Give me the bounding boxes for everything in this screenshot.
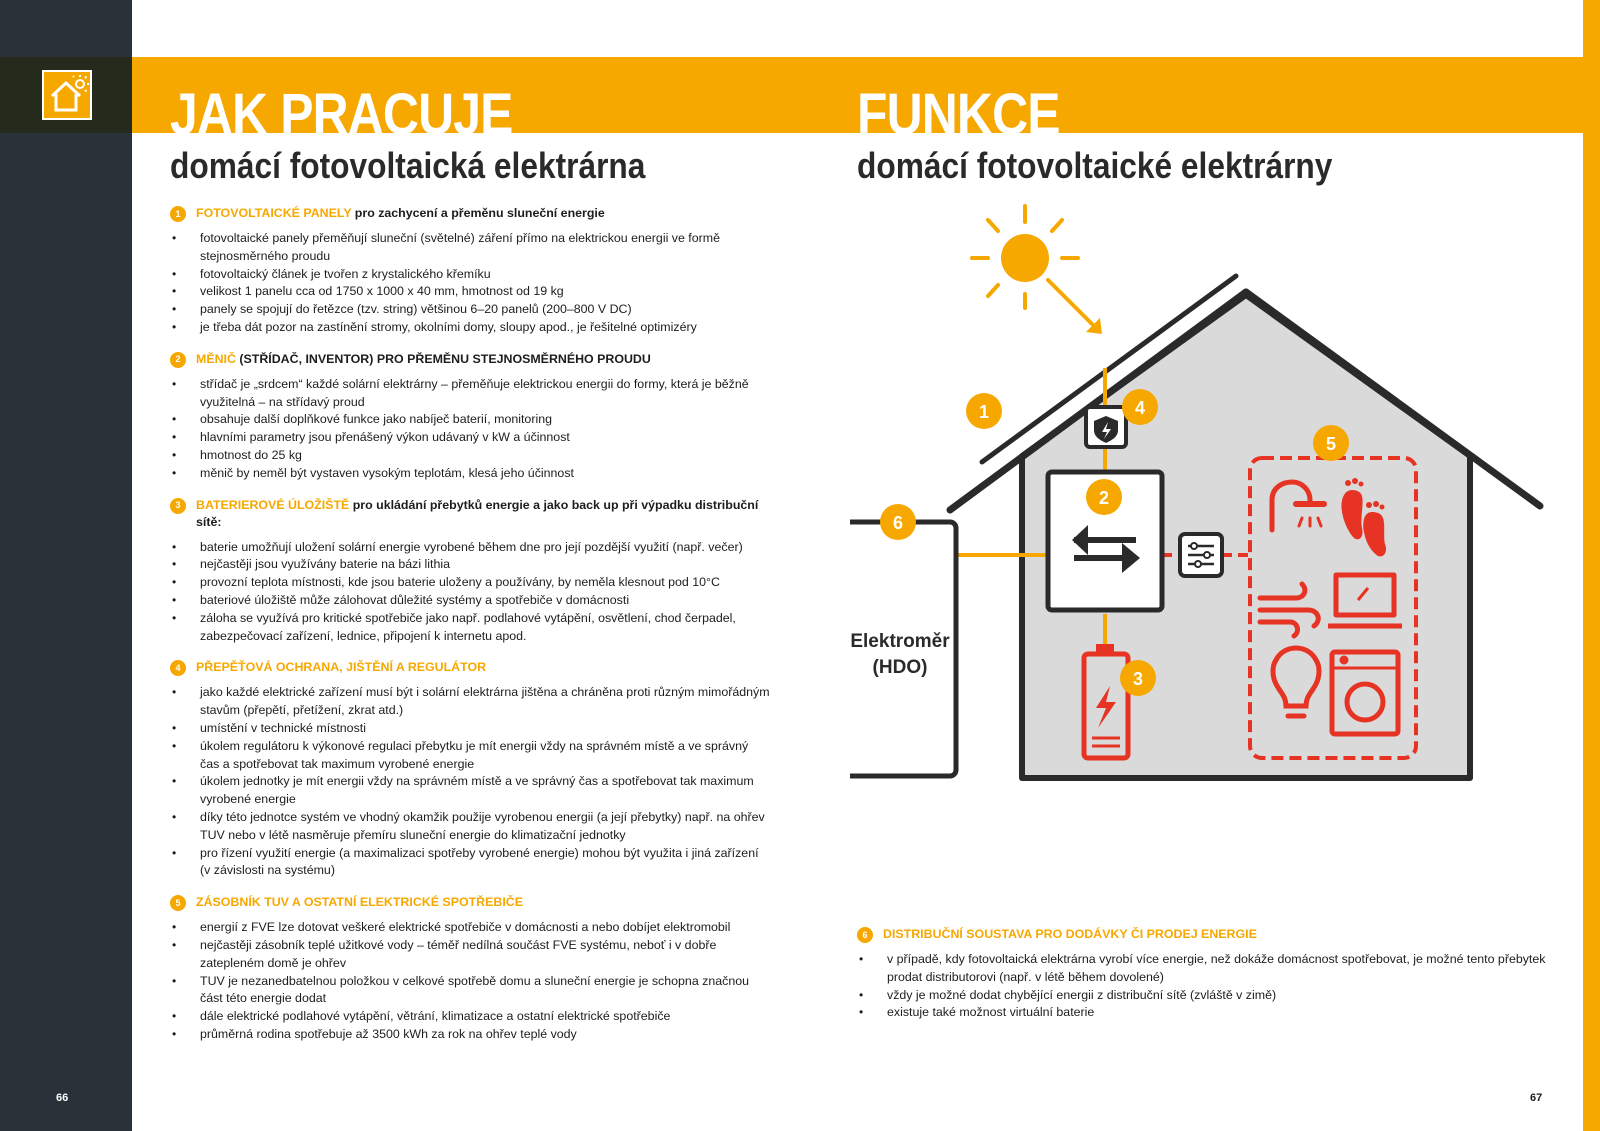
list-item: • úkolem jednotky je mít energii vždy na správném místě a ve správný čas a spotřebovat tak maximum vyrobené energie (170, 773, 770, 809)
svg-text:4: 4 (1134, 398, 1146, 418)
section-5 (170, 894, 770, 1044)
list-item: • velikost 1 panelu cca od 1750 x 1000 x 40 mm, hmotnost od 19 kg (170, 283, 770, 301)
bullet-list (170, 539, 770, 646)
home-sun-icon (42, 70, 92, 120)
section-heading-highlight: ZÁSOBNÍK TUV A OSTATNÍ ELEKTRICKÉ SPOTŘEBIČE (196, 895, 523, 910)
section-number-badge: 4 (170, 660, 186, 676)
list-item: • průměrná rodina spotřebuje až 3500 kWh za rok na ohřev teplé vody (170, 1026, 770, 1044)
section-number-badge: 6 (857, 927, 873, 943)
section-heading (170, 497, 770, 531)
bullet-list (170, 376, 770, 483)
list-item: • nejčastěji jsou využívány baterie na bázi lithia (170, 556, 770, 574)
right-page-title: FUNKCE (857, 82, 1060, 147)
section-heading-highlight: PŘEPĚŤOVÁ OCHRANA, JIŠTĚNÍ A REGULÁTOR (196, 660, 487, 675)
shield-icon (1086, 407, 1126, 447)
section-heading (857, 926, 1547, 943)
section-number-badge: 5 (170, 895, 186, 911)
bullet-list (170, 684, 770, 880)
list-item: • energií z FVE lze dotovat veškeré elektrické spotřebiče v domácnosti a nebo dobíjet elektromobil (170, 919, 770, 937)
list-item: • je třeba dát pozor na zastínění stromy, okolními domy, sloupy apod., je řešitelné optimizéry (170, 319, 770, 337)
list-item: • bateriové úložiště může zálohovat důležité systémy a spotřebiče v domácnosti (170, 592, 770, 610)
list-item: • existuje také možnost virtuální baterie (857, 1004, 1547, 1022)
regulator-icon (1180, 534, 1222, 576)
section-heading (170, 659, 770, 676)
section-number-badge: 1 (170, 206, 186, 222)
list-item: • střídač je „srdcem“ každé solární elektrárny – přeměňuje elektrickou energii do formy, která je běžně využitelná – na střídavý proud (170, 376, 770, 412)
section-number-badge: 2 (170, 352, 186, 368)
section-heading-highlight: BATERIEROVÉ ÚLOŽIŠTĚ (196, 497, 350, 512)
list-item: • hmotnost do 25 kg (170, 447, 770, 465)
section-number-badge: 3 (170, 498, 186, 514)
marker-3 (1120, 660, 1156, 696)
list-item: • obsahuje další doplňkové funkce jako nabíječ baterií, monitoring (170, 411, 770, 429)
marker-1 (966, 393, 1002, 429)
section-heading-highlight: DISTRIBUČNÍ SOUSTAVA PRO DODÁVKY ČI PRODEJ ENERGIE (883, 927, 1257, 941)
list-item: • provozní teplota místnosti, kde jsou baterie uloženy a používány, by neměla klesnout pod 10°C (170, 574, 770, 592)
list-item: • pro řízení využití energie (a maximalizaci spotřeby vyrobené energie) mohou být využita i jiná zařízení (v závislosti na systému) (170, 845, 770, 881)
right-edge-strip (1583, 0, 1600, 1131)
bullet-list (170, 919, 770, 1044)
list-item: • hlavními parametry jsou přenášený výkon udávaný v kW a účinnost (170, 429, 770, 447)
list-item: • úkolem regulátoru k výkonové regulaci přebytku je mít energii vždy na správném místě a ve správný čas a spotřebovat tak maximum vyrobené energie (170, 738, 770, 774)
left-sidebar (0, 0, 132, 1131)
marker-6 (880, 504, 916, 540)
section-heading (170, 351, 770, 368)
svg-text:1: 1 (978, 402, 990, 422)
list-item: • dále elektrické podlahové vytápění, větrání, klimatizace a ostatní elektrické spotřebiče (170, 1008, 770, 1026)
svg-text:6: 6 (892, 513, 904, 533)
marker-2 (1086, 479, 1122, 515)
section-4 (170, 659, 770, 880)
meter-label: Elektroměr (850, 631, 950, 652)
section-heading-highlight: FOTOVOLTAICKÉ PANELY (196, 206, 352, 220)
section-heading-highlight: MĚNIČ (196, 351, 236, 366)
section-heading (170, 894, 770, 911)
list-item: • nejčastěji zásobník teplé užitkové vody – téměř nedílná součást FVE systému, neboť i v dobře zatepleném domě je ohřev (170, 937, 770, 973)
section-heading-rest: pro zachycení a přeměnu sluneční energie (351, 206, 605, 220)
section-heading-rest: pro ukládání přebytků energie a jako back up při výpadku distribuční sítě: (196, 497, 759, 529)
section-heading-rest: (STŘÍDAČ, INVENTOR) PRO PŘEMĚNU STEJNOSMĚRNÉHO PROUDU (235, 351, 651, 366)
section-3 (170, 497, 770, 646)
list-item: • fotovoltaický článek je tvořen z krystalického křemíku (170, 266, 770, 284)
section-distribution (857, 926, 1547, 1022)
marker-4 (1122, 389, 1158, 425)
right-page-content (857, 926, 1547, 1036)
left-page-title: JAK PRACUJE (170, 82, 513, 147)
pv-system-diagram (850, 200, 1550, 810)
list-item: • jako každé elektrické zařízení musí být i solární elektrárna jištěna a chráněna proti různým mimořádným stavům (přepětí, přetížení, zkrat atd.) (170, 684, 770, 720)
left-page-subtitle: domácí fotovoltaická elektrárna (170, 145, 646, 186)
page-number-left: 66 (56, 1092, 69, 1104)
marker-5 (1313, 425, 1349, 461)
section-heading (170, 205, 770, 222)
list-item: • baterie umožňují uložení solární energie vyrobené během dne pro její pozdější využití (např. večer) (170, 539, 770, 557)
list-item: • umístění v technické místnosti (170, 720, 770, 738)
house-icon (950, 292, 1540, 778)
page-number-right: 67 (1530, 1092, 1543, 1104)
list-item: • záloha se využívá pro kritické spotřebiče jako např. podlahové vytápění, osvětlení, chod čerpadel, zabezpečovací zařízení, lednice, připojení k internetu apod. (170, 610, 770, 646)
list-item: • panely se spojují do řetězce (tzv. string) většinou 6–20 panelů (200–800 V DC) (170, 301, 770, 319)
list-item: • vždy je možné dodat chybějící energii z distribuční sítě (zvláště v zimě) (857, 987, 1547, 1005)
list-item: • měnič by neměl být vystaven vysokým teplotám, klesá jeho účinnost (170, 465, 770, 483)
right-page-subtitle: domácí fotovoltaické elektrárny (857, 145, 1333, 186)
list-item: • fotovoltaické panely přeměňují sluneční (světelné) záření přímo na elektrickou energii ve formě stejnosměrného proudu (170, 230, 770, 266)
bullet-list (170, 230, 770, 337)
meter-label-hdo: (HDO) (872, 657, 928, 678)
svg-text:2: 2 (1098, 488, 1110, 508)
list-item: • v případě, kdy fotovoltaická elektrárna vyrobí více energie, než dokáže domácnost spotřebovat, je možné tento přebytek prodat distributorovi (např. v létě během dovolené) (857, 951, 1547, 987)
list-item: • TUV je nezanedbatelnou položkou v celkové spotřebě domu a sluneční energie je schopna značnou část této energie dodat (170, 973, 770, 1009)
svg-text:5: 5 (1325, 434, 1337, 454)
section-1 (170, 205, 770, 337)
bullet-list (857, 951, 1547, 1022)
sun-icon (972, 206, 1102, 334)
section-2 (170, 351, 770, 483)
left-page-content (170, 205, 770, 1058)
list-item: • díky této jednotce systém ve vhodný okamžik použije vyrobenou energii (a její přebytky) např. na ohřev TUV nebo v létě nasměruje přemíru sluneční energie do klimatizační jednotky (170, 809, 770, 845)
svg-text:3: 3 (1132, 669, 1144, 689)
